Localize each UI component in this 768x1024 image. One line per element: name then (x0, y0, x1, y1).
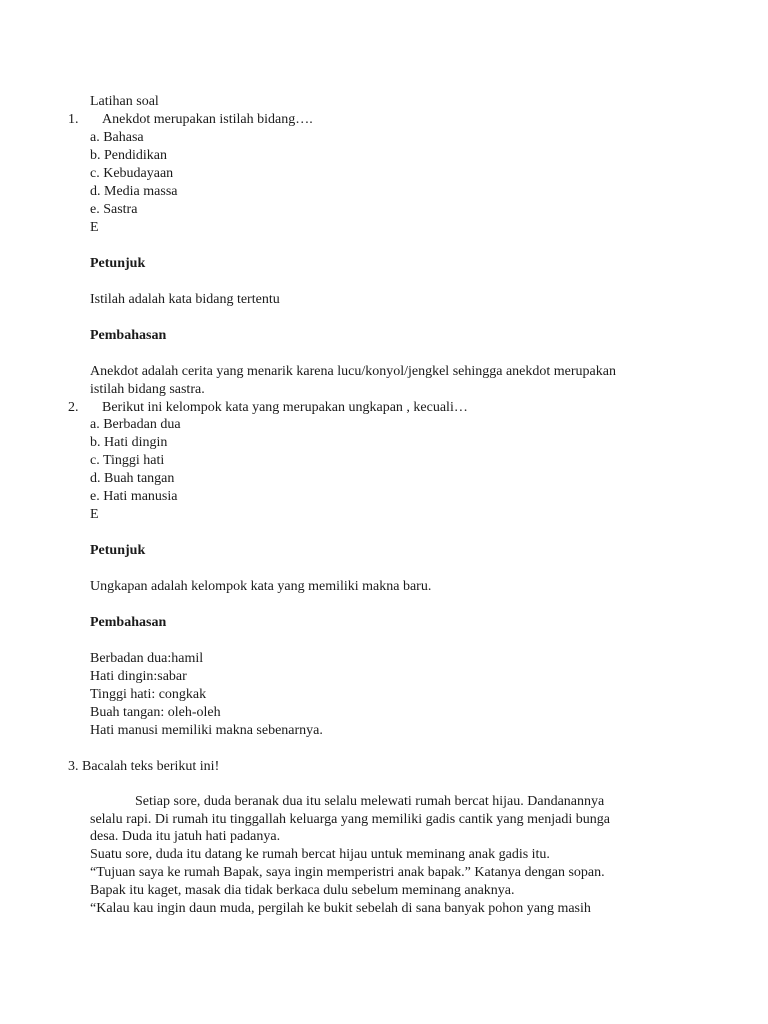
question-1-option-c: c. Kebudayaan (90, 166, 174, 181)
question-1-discussion-line: Anekdot adalah cerita yang menarik karena lucu/konyol/jengkel sehingga anekdot merupakan (90, 364, 616, 379)
question-2-number: 2. (68, 400, 79, 415)
question-2-option-e: e. Hati manusia (90, 489, 178, 504)
question-1-text: Anekdot merupakan istilah bidang…. (102, 112, 313, 127)
passage-line: Bapak itu kaget, masak dia tidak berkaca dulu sebelum meminang anaknya. (90, 883, 515, 898)
question-2-option-c: c. Tinggi hati (90, 453, 165, 468)
passage-line: Setiap sore, duda beranak dua itu selalu melewati rumah bercat hijau. Dandanannya (135, 794, 605, 809)
passage-line: desa. Duda itu jatuh hati padanya. (90, 829, 281, 844)
question-2-answer: E (90, 507, 99, 522)
question-2-option-d: d. Buah tangan (90, 471, 175, 486)
question-2-option-a: a. Berbadan dua (90, 417, 181, 432)
passage-line: selalu rapi. Di rumah itu tinggallah keluarga yang memiliki gadis cantik yang menjadi bunga (90, 812, 610, 827)
question-1-hint: Istilah adalah kata bidang tertentu (90, 292, 280, 307)
question-2-hint-heading: Petunjuk (90, 543, 146, 558)
question-1-discussion-heading: Pembahasan (90, 328, 167, 343)
question-1-option-b: b. Pendidikan (90, 148, 167, 163)
question-2-discussion-heading: Pembahasan (90, 615, 167, 630)
question-1-option-e: e. Sastra (90, 202, 138, 217)
question-2-discussion-line: Tinggi hati: congkak (90, 687, 207, 702)
question-2-discussion-line: Hati manusi memiliki makna sebenarnya. (90, 723, 323, 738)
question-2-discussion-line: Buah tangan: oleh-oleh (90, 705, 221, 720)
question-1-discussion-line: istilah bidang sastra. (90, 382, 205, 397)
question-2-hint: Ungkapan adalah kelompok kata yang memiliki makna baru. (90, 579, 432, 594)
question-2-discussion-line: Berbadan dua:hamil (90, 651, 204, 666)
passage-line: “Tujuan saya ke rumah Bapak, saya ingin memperistri anak bapak.” Katanya dengan sopan. (90, 865, 605, 880)
question-1-number: 1. (68, 112, 79, 127)
question-2-text: Berikut ini kelompok kata yang merupakan ungkapan , kecuali… (102, 400, 468, 415)
question-1-option-a: a. Bahasa (90, 130, 144, 145)
question-2-option-b: b. Hati dingin (90, 435, 168, 450)
question-2-discussion-line: Hati dingin:sabar (90, 669, 187, 684)
question-1-hint-heading: Petunjuk (90, 256, 146, 271)
passage-line: “Kalau kau ingin daun muda, pergilah ke bukit sebelah di sana banyak pohon yang masih (90, 901, 591, 916)
passage-line: Suatu sore, duda itu datang ke rumah bercat hijau untuk meminang anak gadis itu. (90, 847, 550, 862)
question-1-option-d: d. Media massa (90, 184, 178, 199)
question-1-answer: E (90, 220, 99, 235)
question-3-heading: 3. Bacalah teks berikut ini! (68, 759, 220, 774)
page-title: Latihan soal (90, 94, 159, 109)
